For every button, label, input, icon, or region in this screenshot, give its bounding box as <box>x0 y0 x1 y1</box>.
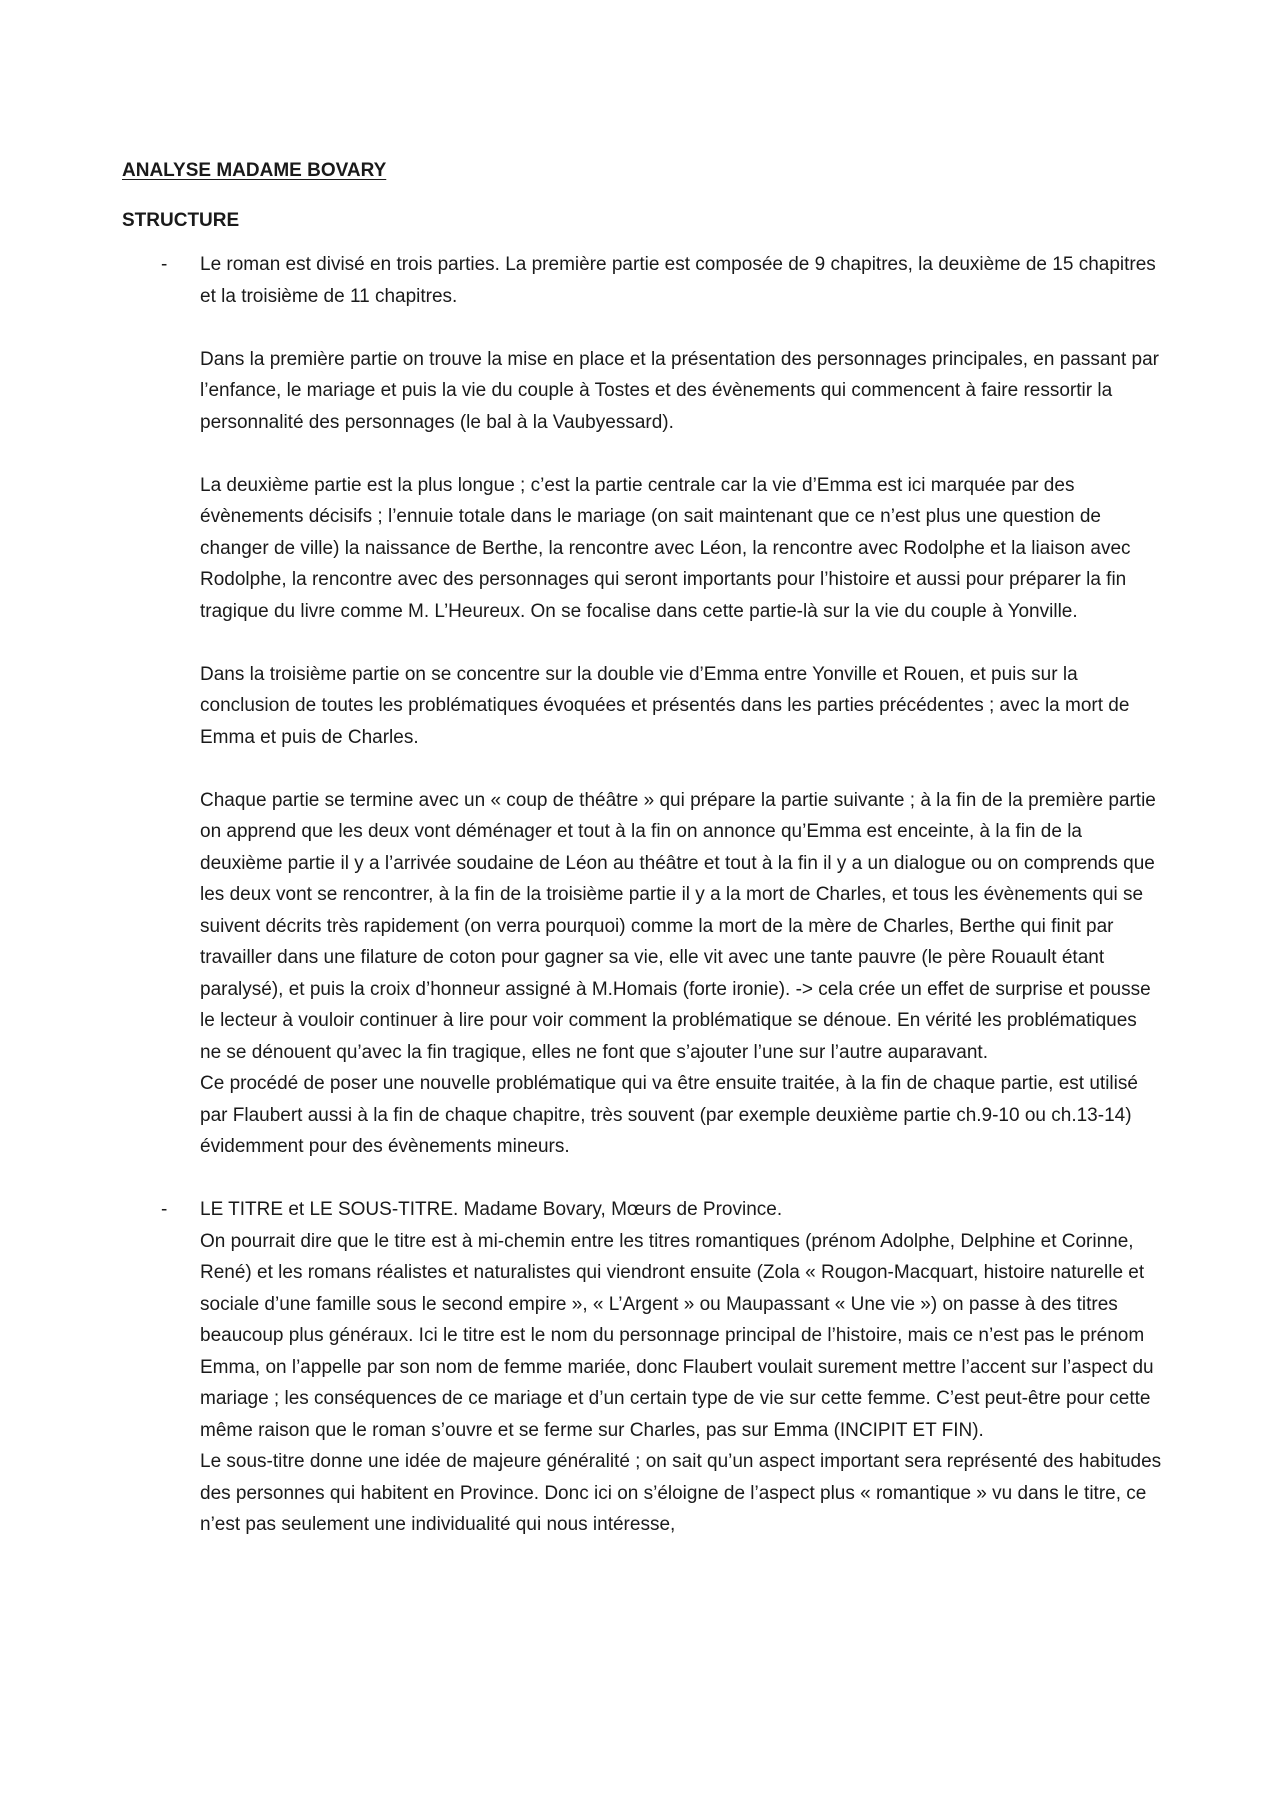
bullet-marker: - <box>161 1199 168 1220</box>
paragraph-second-part: La deuxième partie est la plus longue ; c’est la partie centrale car la vie d’Emma est ici marquée par des évènements décisifs ; l’ennuie totale dans le mariage (on sait maintenant que ce n’est plus une question de changer de ville) la naissance de Berthe, la rencontre avec Léon, la rencontre avec Rodolphe et la liaison avec Rodolphe, la rencontre avec des personnages qui seront importants pour l’histoire et aussi pour préparer la fin tragique du livre comme M. L’Heureux. On se focalise dans cette partie-là sur la vie du couple à Yonville. <box>200 474 1131 622</box>
paragraph-gap <box>200 627 1162 659</box>
paragraph-parts-count: Le roman est divisé en trois parties. La première partie est composée de 9 chapitres, la deuxième de 15 chapitres et la troisième de 11 chapitres. <box>200 254 1156 307</box>
bullet-gap <box>122 1163 1162 1195</box>
bullet-marker: - <box>161 254 168 275</box>
paragraph-first-part: Dans la première partie on trouve la mise en place et la présentation des personnages principales, en passant par l’enfance, le mariage et puis la vie du couple à Tostes et des évènements qui commencent à faire ressortir la personnalité des personnages (le bal à la Vaubyessard). <box>200 348 1160 433</box>
paragraph-procede: Ce procédé de poser une nouvelle problématique qui va être ensuite traitée, à la fin de chaque partie, est utilisé par Flaubert aussi à la fin de chaque chapitre, très souvent (par exemple deuxième partie ch.9-10 ou ch.13-14) évidemment pour des évènements mineurs. <box>200 1073 1138 1157</box>
paragraph-titre-analysis: On pourrait dire que le titre est à mi-chemin entre les titres romantiques (prénom Adolphe, Delphine et Corinne, René) et les romans réalistes et naturalistes qui viendront ensuite (Zola « Rougon-Macquart, histoire naturelle et sociale d’une famille sous le second empire », « L’Argent » ou Maupassant « Une vie ») on passe à des titres beaucoup plus généraux. Ici le titre est le nom du personnage principal de l’histoire, mais ce n’est pas le prénom Emma, on l’appelle par son nom de femme mariée, donc Flaubert voulait surement mettre l’accent sur l’aspect du mariage ; les conséquences de ce mariage et d’un certain type de vie sur cette femme. C’est peut-être pour cette même raison que le roman s’ouvre et se ferme sur Charles, pas sur Emma (INCIPIT ET FIN). <box>200 1230 1154 1441</box>
paragraph-third-part: Dans la troisième partie on se concentre sur la double vie d’Emma entre Yonville et Rouen, et puis sur la conclusion de toutes les problématiques évoquées et présentés dans les parties précédentes ; avec la mort de Emma et puis de Charles. <box>200 663 1130 748</box>
paragraph-gap <box>200 312 1162 344</box>
bullet-item-titre <box>122 1194 1162 1541</box>
paragraph-gap <box>200 753 1162 785</box>
paragraph-gap <box>200 438 1162 470</box>
section-heading-structure: STRUCTURE <box>122 210 240 231</box>
paragraph-coup-de-theatre: Chaque partie se termine avec un « coup de théâtre » qui prépare la partie suivante ; à la fin de la première partie on apprend que les deux vont déménager et tout à la fin on annonce qu’Emma est enceinte, à la fin de la deuxième partie il y a l’arrivée soudaine de Léon au théâtre et tout à la fin il y a un dialogue ou on comprends que les deux vont se rencontrer, à la fin de la troisième partie il y a la mort de Charles, et tous les évènements qui se suivent décrits très rapidement (on verra pourquoi) comme la mort de la mère de Charles, Berthe qui finit par travailler dans une filature de coton pour gagner sa vie, elle vit avec une tante pauvre (le père Rouault étant paralysé), et puis la croix d’honneur assigné à M.Homais (forte ironie). -> cela crée un effet de surprise et pousse le lecteur à vouloir continuer à lire pour voir comment la problématique se dénoue. En vérité les problématiques ne se dénouent qu’avec la fin tragique, elles ne font que s’ajouter l’une sur l’autre auparavant. <box>200 789 1156 1063</box>
paragraph-sous-titre: Le sous-titre donne une idée de majeure généralité ; on sait qu’un aspect important sera représenté des habitudes des personnes qui habitent en Province. Donc ici on s’éloigne de l’aspect plus « romantique » vu dans le titre, ce n’est pas seulement une individualité qui nous intéresse, <box>200 1451 1162 1535</box>
paragraph-titre-heading: LE TITRE et LE SOUS-TITRE. Madame Bovary, Mœurs de Province. <box>200 1199 783 1220</box>
document-title: ANALYSE MADAME BOVARY <box>122 160 387 181</box>
document-body <box>122 155 1162 1541</box>
bullet-item-structure <box>122 249 1162 1163</box>
